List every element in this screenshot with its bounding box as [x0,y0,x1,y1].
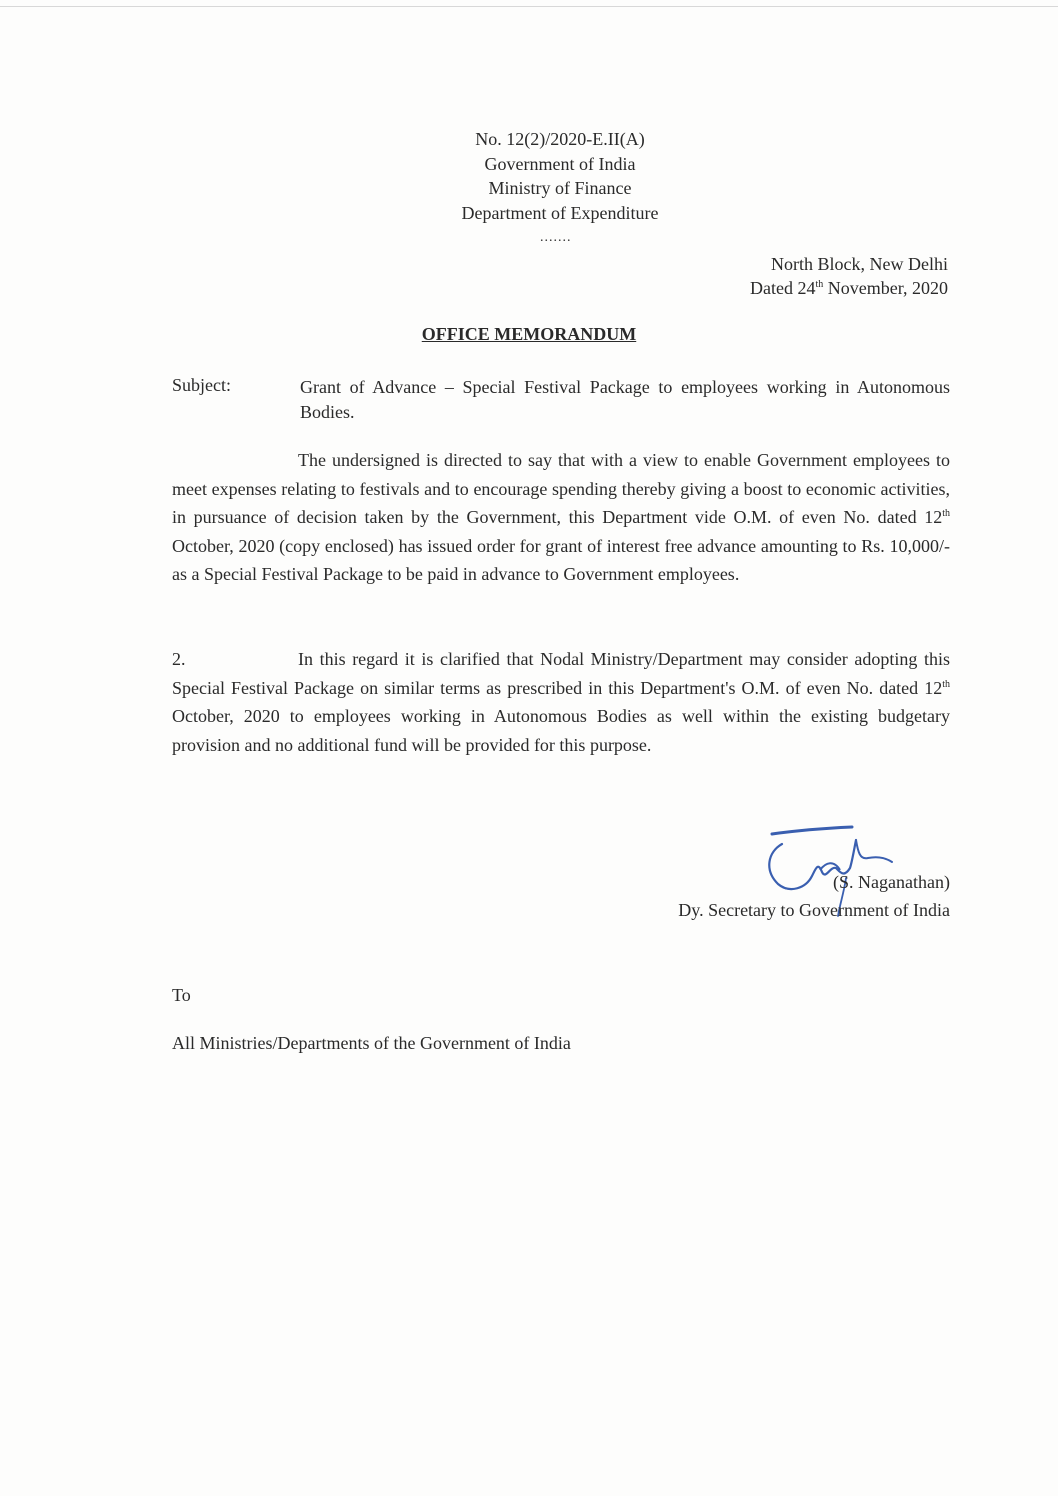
to-label: To [172,985,191,1005]
department-line: Department of Expenditure [461,202,659,223]
signatory-designation: Dy. Secretary to Government of India [678,900,950,920]
place-and-date [750,252,948,300]
paragraph-number: 2. [172,649,186,669]
header-separator: ....... [540,230,572,245]
location: North Block, New Delhi [771,254,948,274]
signatory-name: (S. Naganathan) [833,872,950,892]
paragraph-1: The undersigned is directed to say that with a view to enable Government employees to meet expenses relating to festivals and to encourage spending thereby giving a boost to economic activities, in pursuance of decision taken by the Government, this Department vide O.M. of even No. dated 12th October, 2020 (copy enclosed) has issued order for grant of interest free advance amounting to Rs. 10,000/- as a Special Festival Package to be paid in advance to Government employees. [172,450,950,584]
subject-text: Grant of Advance – Special Festival Package to employees working in Autonomous Bodies. [300,377,950,422]
paragraph-2: 2. In this regard it is clarified that Nodal Ministry/Department may consider adopting this Special Festival Package on similar terms as prescribed in this Department's O.M. of even No. dated 12th October, 2020 to employees working in Autonomous Bodies as well within the existing budgetary provision and no additional fund will be provided for this purpose. [172,645,950,759]
letterhead [420,127,700,225]
ministry-line: Ministry of Finance [488,178,632,198]
government-line: Government of India [484,153,636,174]
scan-edge-line [0,6,1058,7]
subject-label: Subject: [172,375,231,395]
date: Dated 24th November, 2020 [749,278,948,298]
addressee: All Ministries/Departments of the Government of India [172,1033,571,1053]
memo-title: OFFICE MEMORANDUM [421,324,637,344]
file-number: No. 12(2)/2020-E.II(A) [475,129,645,149]
